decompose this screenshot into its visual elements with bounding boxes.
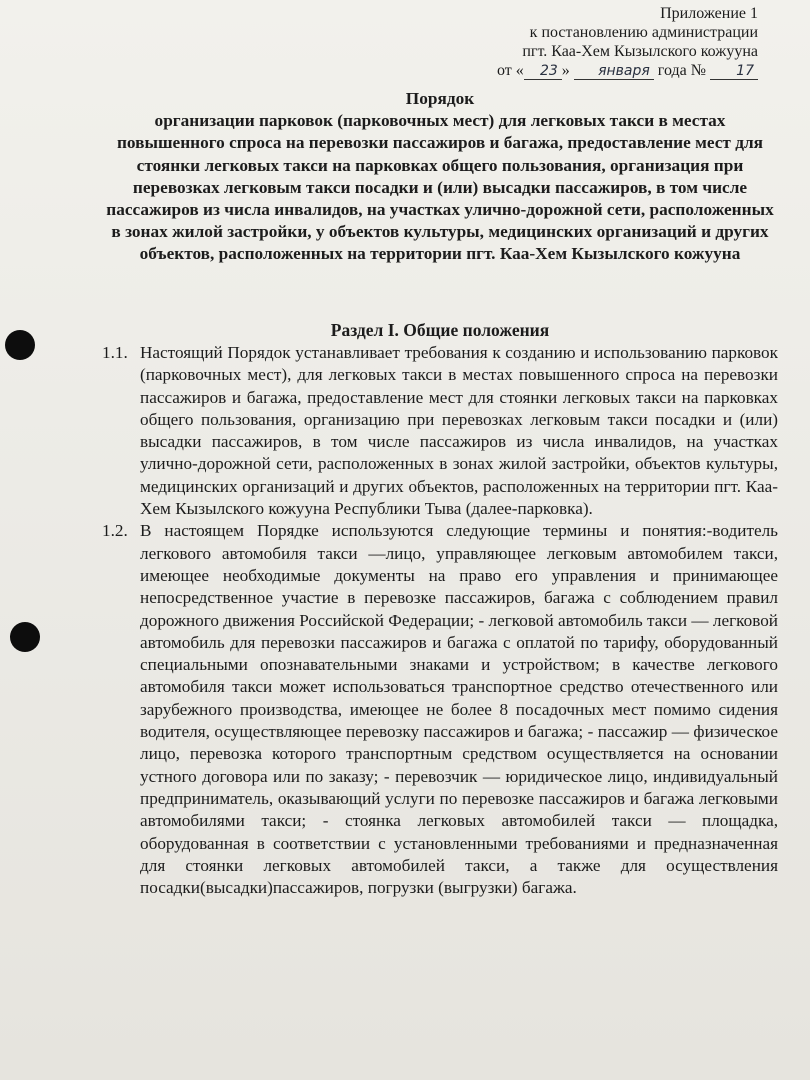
clause-text: Настоящий Порядок устанавливает требования к созданию и использованию парковок (парковочных мест), для легковых такси в местах повышенного спроса на перевозки пассажиров и багажа, предоставление мест для стоянки легковых такси на парковках общего пользования, организацию при перевозках легковым такси посадки и (или) высадки пассажиров, в том числе пассажиров из числа инвалидов, на участках улично-дорожной сети, расположенных в зонах жилой застройки, объектов культуры, медицинских организаций и других объектов, расположенных на территории пгт. Каа-Хем Кызылского кожууна Республики Тыва (далее-парковка). [140, 343, 778, 519]
document-title [100, 88, 780, 266]
clause-item [102, 342, 778, 520]
year-label: года № [657, 62, 706, 79]
punch-hole [10, 622, 40, 652]
section-body [102, 342, 778, 899]
clause-number: 1.1. [102, 343, 128, 362]
appendix-date-line [497, 61, 758, 80]
appendix-header [497, 4, 758, 80]
title-subtitle: организации парковок (парковочных мест) для легковых такси в местах повышенного спроса на перевозки пассажиров и багажа, предоставление мест для стоянки легковых такси на парковках общего пользования, организация при перевозках легковым такси посадки и (или) высадки пассажиров, в том числе пассажиров из числа инвалидов, на участках улично-дорожной сети, расположенных в зонах жилой застройки, у объектов культуры, медицинских организаций и других объектов, расположенных на территории пгт. Каа-Хем Кызылского кожууна [106, 111, 774, 264]
handwritten-number: 17 [710, 63, 758, 80]
appendix-line: пгт. Каа-Хем Кызылского кожууна [522, 43, 758, 60]
section-heading: Раздел I. Общие положения [330, 320, 550, 340]
clause-number: 1.2. [102, 521, 128, 541]
appendix-line: Приложение 1 [660, 5, 758, 22]
title-main: Порядок [405, 89, 475, 108]
clause-item [102, 520, 778, 899]
handwritten-month: января [574, 63, 654, 80]
clause-text: В настоящем Порядке используются следующие термины и понятия:-водитель легкового автомобиля такси —лицо, управляющее легковым автомобилем такси, имеющее необходимые документы на право его управления и принимающее непосредственное участие в перевозке пассажиров, багажа с соблюдением правил дорожного движения Российской Федерации; - легковой автомобиль такси — легковой автомобиль для перевозки пассажиров и багажа с оплатой по тарифу, оборудованный специальными опознавательными знаками и устройством; в качестве легкового автомобиля такси может использоваться транспортное средство отечественного или зарубежного производства, имеющее не более 8 посадочных мест помимо сидения водителя, осуществляющее перевозку пассажиров и багажа; - пассажир — физическое лицо, перевозка которого транспортным средством осуществляется на основании устного договора или по заказу; - перевозчик — юридическое лицо, индивидуальный предприниматель, оказывающий услуги по перевозке пассажиров и багажа легковыми автомобилями такси; - стоянка легковых автомобилей такси — площадка, оборудованная в соответствии с установленными требованиями и предназначенная для стоянки легковых автомобилей такси, а также для осуществления посадки(высадки)пассажиров, погрузки (выгрузки) багажа. [140, 521, 778, 898]
appendix-line: к постановлению администрации [529, 24, 758, 41]
date-quote: » [561, 62, 570, 79]
punch-hole [5, 330, 35, 360]
date-prefix: от « [497, 62, 524, 79]
handwritten-day: 23 [524, 63, 562, 80]
